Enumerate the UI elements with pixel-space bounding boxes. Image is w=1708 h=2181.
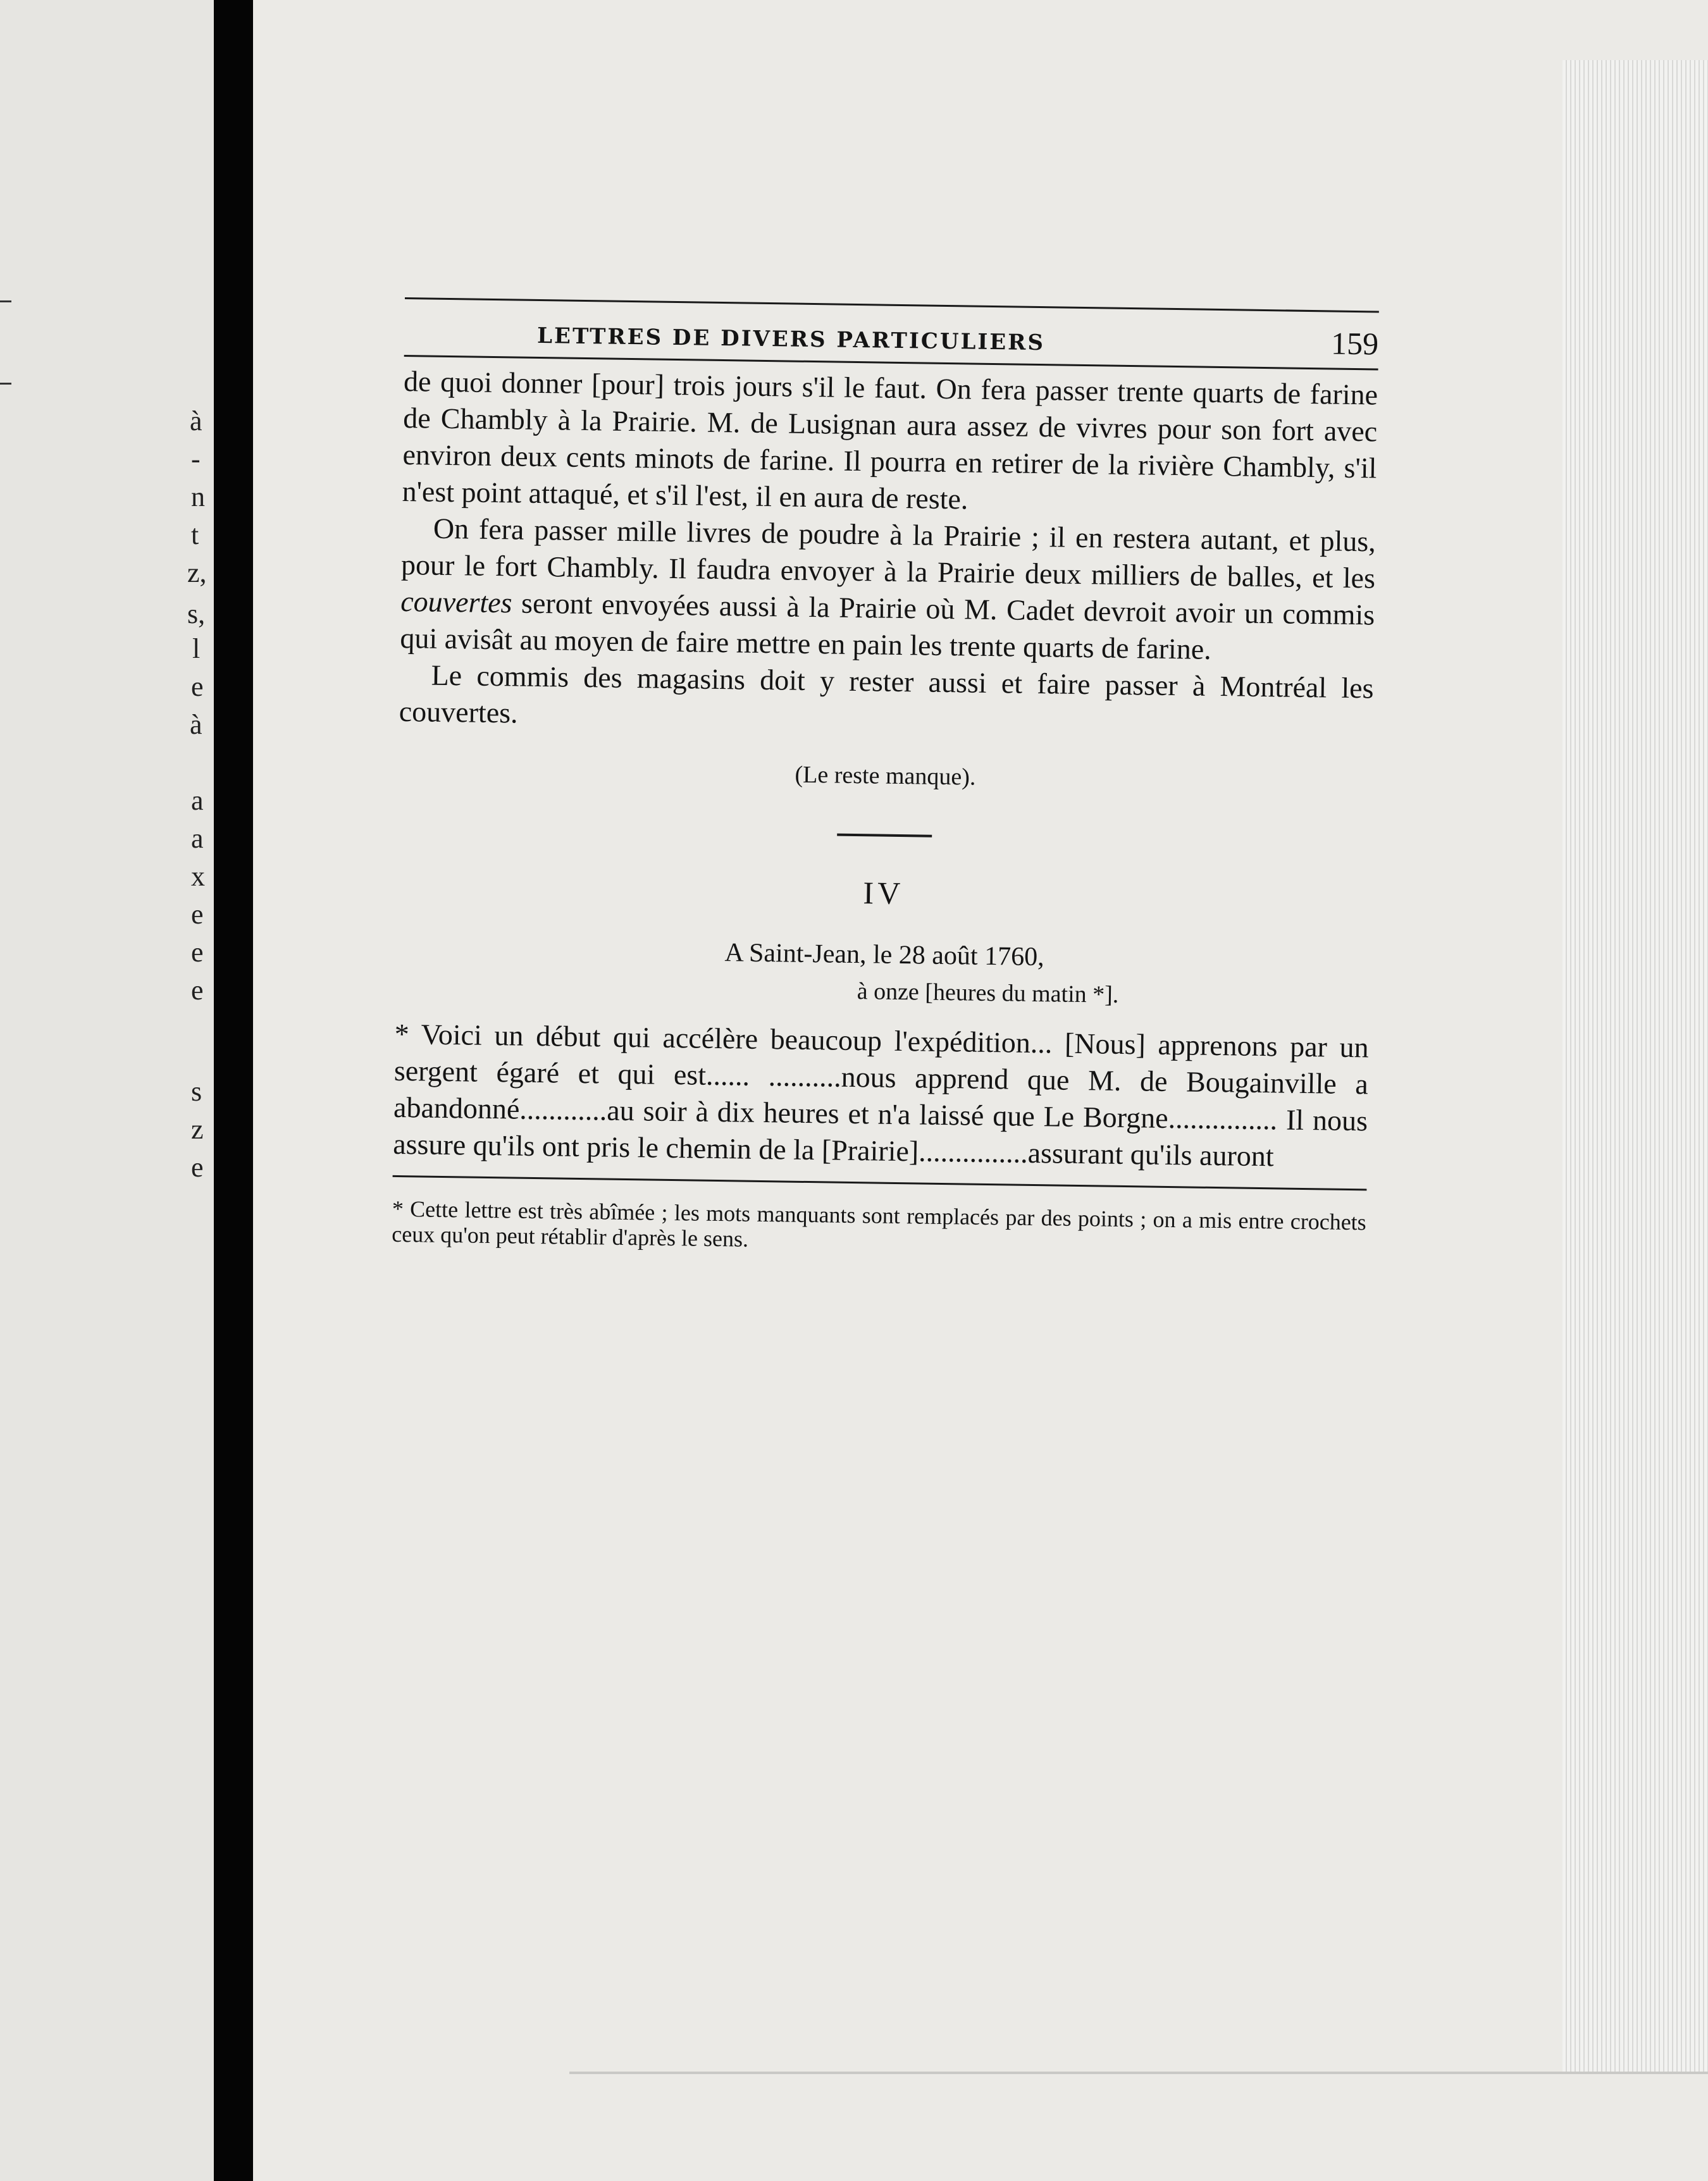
left-page xyxy=(0,0,214,2181)
left-rule xyxy=(0,383,11,385)
left-edge-char: à xyxy=(190,709,202,740)
paragraph-1: de quoi donner [pour] trois jours s'il le faut. On fera passer trente quarts de farine de Chambly à la Prairie. M. de Lusignan aura assez de vivres pour son fort avec environ deux cents minots de farine. Il pourra en retirer de la rivière Chambly, s'il n'est point attaqué, et s'il l'est, il en aura de reste. xyxy=(402,364,1378,516)
left-edge-char: a xyxy=(191,785,204,816)
main-page xyxy=(253,0,1708,2181)
paragraph-3: Le commis des magasins doit y rester aussi et faire passer à Montréal les couvertes. xyxy=(399,658,1374,729)
page-edges-bottom xyxy=(569,2072,1708,2074)
text-block xyxy=(392,297,1379,1283)
header-top-rule xyxy=(405,297,1379,313)
section-number: IV xyxy=(863,875,905,911)
dateline-time: à onze [heures du matin *]. xyxy=(857,978,1119,1008)
left-edge-char: x xyxy=(191,861,205,892)
running-head xyxy=(404,312,1379,362)
left-edge-char: s xyxy=(191,1076,202,1107)
letter-text: * Voici un début qui accélère beaucoup l'expédition... [Nous] apprenons par un sergent égaré et qui est...... ..........nous apprend que M. de Bougainville a abandonné............au soir à dix heures et n'a laissé que Le Borgne............... Il nous assure qu'ils ont pris le chemin de la [Prairie]...............assurant qu'ils auront xyxy=(392,1017,1369,1173)
left-edge-char: l xyxy=(192,633,201,664)
paragraph-2-start: On fera passer mille livres de poudre à la Prairie ; il en restera autant, et plus, pour le fort Chambly. Il faudra envoyer à la Prairie deux milliers de balles, et les xyxy=(400,512,1377,595)
dateline-place-date: A Saint-Jean, le 28 août 1760, xyxy=(724,938,1044,972)
left-rule xyxy=(0,300,11,302)
paragraph-2-end: seront envoyées aussi à la Prairie où M. Cadet devroit avoir un commis qui avisât au moyen de faire mettre en pain les trente quarts de farine. xyxy=(400,586,1375,665)
left-edge-char: e xyxy=(191,899,204,930)
dateline xyxy=(395,930,1370,1016)
page-number: 159 xyxy=(1330,325,1379,362)
left-edge-char: e xyxy=(191,975,204,1006)
book-gutter xyxy=(214,0,253,2181)
footnote: * Cette lettre est très abîmée ; les mots manquants sont remplacés par des points ; on a mis entre crochets ceux qu'on peut rétablir d'après le sens. xyxy=(392,1196,1367,1252)
running-title: LETTRES DE DIVERS PARTICULIERS xyxy=(536,323,1046,356)
left-edge-char: e xyxy=(191,671,204,702)
left-edge-char: z xyxy=(191,1114,204,1145)
italic-word: couvertes xyxy=(400,584,512,619)
left-edge-char: à xyxy=(190,405,202,436)
left-edge-char: e xyxy=(191,937,204,968)
left-edge-char: - xyxy=(191,443,201,474)
footnote-rule xyxy=(393,1175,1367,1191)
page-edges xyxy=(1563,60,1708,2072)
left-edge-char: t xyxy=(191,519,199,550)
left-edge-char: s, xyxy=(187,598,206,629)
left-edge-char: z, xyxy=(187,557,207,588)
section-separator xyxy=(837,834,932,837)
paragraph-2 xyxy=(400,510,1376,670)
missing-note: (Le reste manque). xyxy=(795,761,976,791)
left-edge-char: a xyxy=(191,823,204,854)
left-edge-char: e xyxy=(191,1152,204,1183)
left-edge-char: n xyxy=(191,481,205,512)
